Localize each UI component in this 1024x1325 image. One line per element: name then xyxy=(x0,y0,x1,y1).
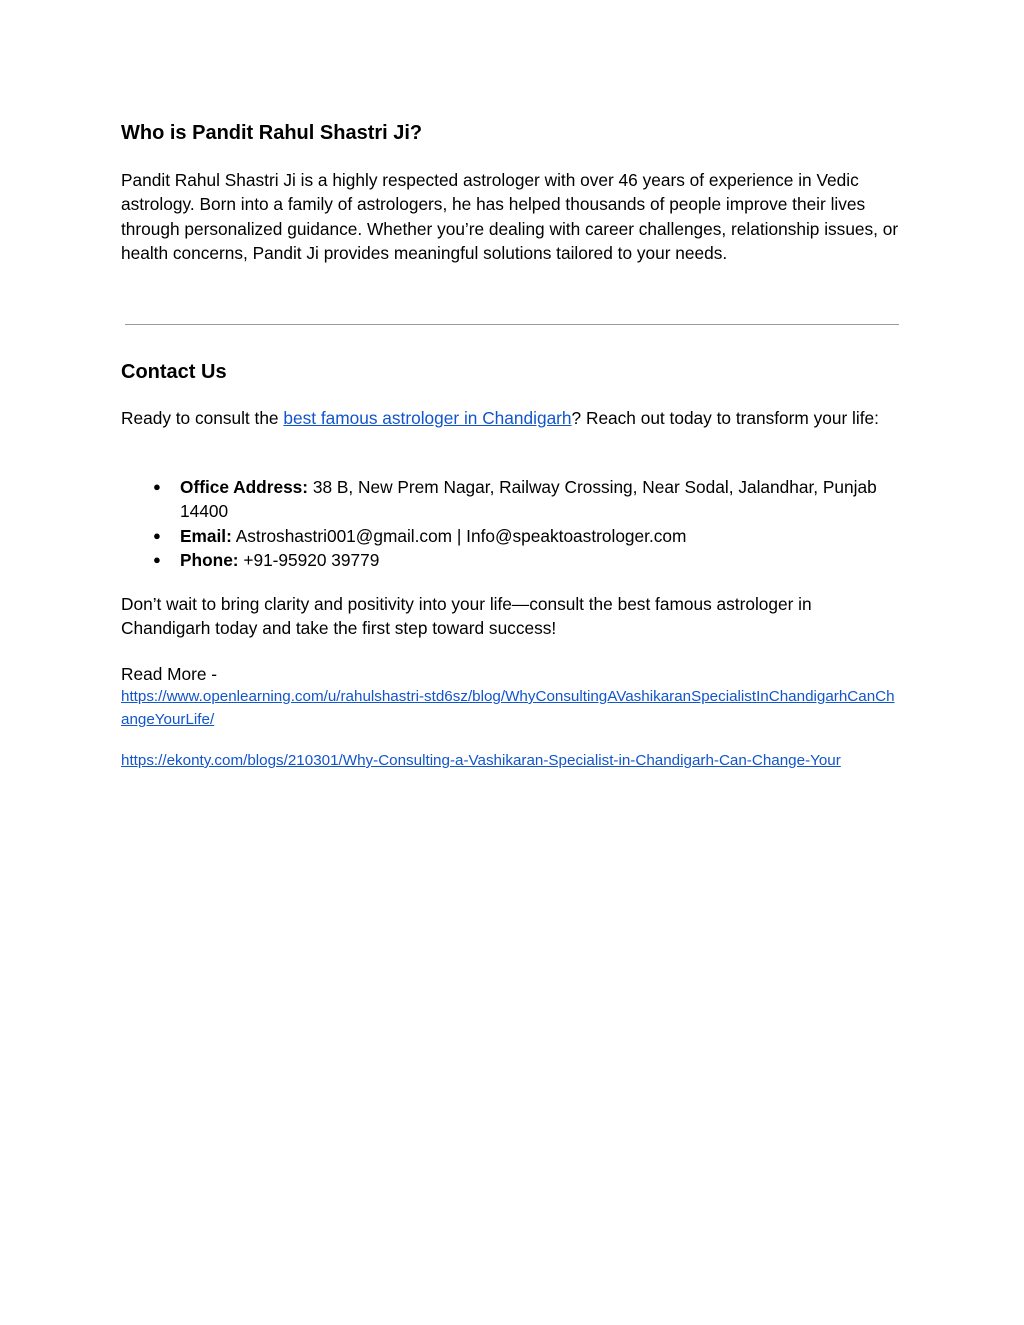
bullet-icon: ● xyxy=(153,527,161,543)
office-address-label: Office Address: xyxy=(180,477,309,497)
list-item-email xyxy=(121,524,901,548)
contact-intro-paragraph xyxy=(121,406,901,430)
office-address-value: 38 B, New Prem Nagar, Railway Crossing, Near Sodal, Jalandhar, Punjab 14400 xyxy=(180,477,877,522)
horizontal-divider xyxy=(125,324,899,325)
section-heading-contact: Contact Us xyxy=(121,361,227,383)
about-paragraph: Pandit Rahul Shastri Ji is a highly respected astrologer with over 46 years of experience in Vedic astrology. Born into a family of astrologers, he has helped thousands of people improve their lives through personalized guidance. Whether you’re dealing with career challenges, relationship issues, or health concerns, Pandit Ji provides meaningful solutions tailored to your needs. xyxy=(121,170,899,263)
section-heading-about: Who is Pandit Rahul Shastri Ji? xyxy=(121,122,423,144)
phone-label: Phone: xyxy=(180,549,239,570)
read-more-label: Read More - xyxy=(121,664,218,684)
bullet-icon: ● xyxy=(153,551,161,567)
bullet-icon: ● xyxy=(153,479,161,494)
ekonty-blog-link[interactable]: https://ekonty.com/blogs/210301/Why-Consulting-a-Vashikaran-Specialist-in-Chandigarh-Can-Change-Your xyxy=(121,752,841,769)
phone-value: +91-95920 39779 xyxy=(238,549,380,570)
openlearning-blog-link[interactable]: https://www.openlearning.com/u/rahulshastri-std6sz/blog/WhyConsultingAVashikaranSpecialistInChandigarhCanChangeYourLife/ xyxy=(121,688,895,728)
contact-details-list xyxy=(121,475,901,572)
list-item-office-address xyxy=(121,475,901,524)
list-item-phone xyxy=(121,548,901,572)
best-astrologer-link[interactable]: best famous astrologer in Chandigarh xyxy=(283,408,572,428)
closing-paragraph: Don’t wait to bring clarity and positivity into your life—consult the best famous astrologer in Chandigarh today and take the first step toward success! xyxy=(121,594,812,639)
email-value: Astroshastri001@gmail.com | Info@speaktoastrologer.com xyxy=(231,525,687,546)
intro-text-before: Ready to consult the xyxy=(121,408,284,428)
email-label: Email: xyxy=(180,525,232,546)
intro-text-after: ? Reach out today to transform your life: xyxy=(571,408,879,428)
